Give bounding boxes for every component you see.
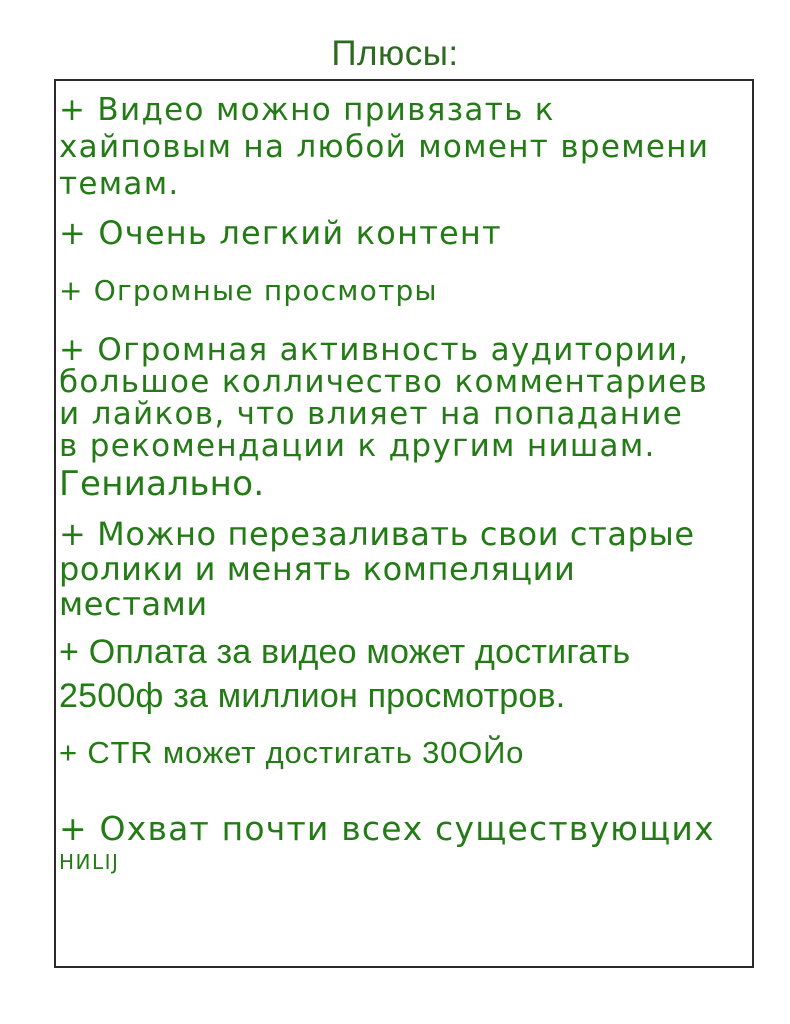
item-line: + Можно перезаливать свои старые xyxy=(59,515,695,553)
item-line: + CTR может достигать 30ОЙо xyxy=(59,735,525,770)
list-item-audience-activity xyxy=(59,334,708,506)
list-item-huge-views xyxy=(59,274,438,308)
list-item-ctr xyxy=(59,734,524,772)
item-line: + Охват почти всех существующих xyxy=(59,809,715,848)
item-line: в рекомендации к другим нишам. xyxy=(59,428,656,464)
item-line: большое колличество комментариев xyxy=(59,364,709,400)
item-line: + Видео можно привязать к xyxy=(59,92,555,128)
item-line: ролики и менять компеляции xyxy=(59,550,576,588)
page-title: Плюсы: xyxy=(331,34,459,73)
item-line: 2500ф за миллион просмотров. xyxy=(59,677,566,715)
item-line: и лайков, что влияет на попадание xyxy=(59,396,684,432)
item-line: + Оплата за видео может достигать xyxy=(59,633,631,671)
list-item-reupload xyxy=(59,517,695,622)
item-line: + Очень легкий контент xyxy=(59,214,502,252)
item-line: Гениально. xyxy=(59,464,265,504)
list-item-payment xyxy=(59,630,630,718)
list-item-light-content xyxy=(59,214,502,252)
item-line: местами xyxy=(59,585,208,623)
list-item-topical-videos xyxy=(59,92,709,203)
item-line: темам. xyxy=(59,166,180,202)
item-line: + Огромная активность аудитории, xyxy=(59,332,690,368)
item-line: НИLIJ xyxy=(59,850,120,874)
item-line: хайповым на любой момент времени xyxy=(59,129,710,165)
item-line: + Огромные просмотры xyxy=(59,274,438,307)
list-item-niche-coverage xyxy=(59,810,715,876)
